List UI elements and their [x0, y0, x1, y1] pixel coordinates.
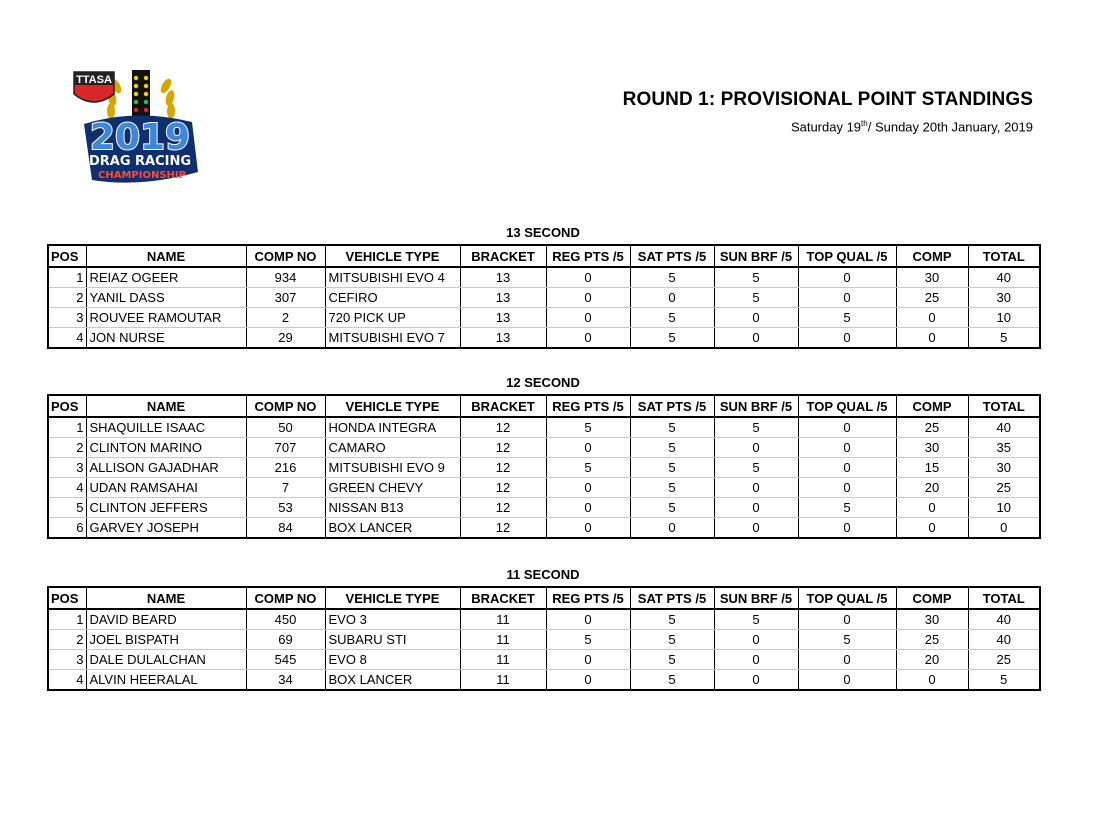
table-cell: 2 — [48, 288, 86, 308]
table-cell: 0 — [798, 518, 896, 539]
table-cell: 30 — [896, 438, 968, 458]
table-cell: 0 — [798, 438, 896, 458]
column-header: TOTAL — [968, 245, 1040, 267]
table-cell: 0 — [630, 518, 714, 539]
ttasa-badge — [74, 72, 114, 102]
standings-table — [47, 244, 1041, 349]
table-cell: 0 — [896, 308, 968, 328]
table-cell: 6 — [48, 518, 86, 539]
table-cell: 5 — [48, 498, 86, 518]
table-cell: 5 — [630, 308, 714, 328]
table-cell: 216 — [246, 458, 325, 478]
table-cell: 40 — [968, 609, 1040, 630]
table-cell: 15 — [896, 458, 968, 478]
table-cell: 7 — [246, 478, 325, 498]
column-header: COMP — [896, 245, 968, 267]
column-header: BRACKET — [460, 395, 546, 417]
table-cell: 30 — [896, 267, 968, 288]
column-header: POS — [48, 395, 86, 417]
table-cell: JOEL BISPATH — [86, 630, 246, 650]
table-cell: 0 — [714, 630, 798, 650]
table-cell: MITSUBISHI EVO 9 — [325, 458, 460, 478]
table-row — [48, 417, 1040, 438]
column-header: TOP QUAL /5 — [798, 245, 896, 267]
table-row — [48, 650, 1040, 670]
table-cell: 1 — [48, 267, 86, 288]
table-cell: 12 — [460, 518, 546, 539]
column-header: REG PTS /5 — [546, 587, 630, 609]
table-cell: 5 — [630, 498, 714, 518]
table-cell: 4 — [48, 670, 86, 691]
table-cell: 5 — [630, 328, 714, 349]
header-row — [48, 395, 1040, 417]
table-cell: CLINTON JEFFERS — [86, 498, 246, 518]
table-cell: 3 — [48, 308, 86, 328]
table-cell: MITSUBISHI EVO 7 — [325, 328, 460, 349]
table-cell: SHAQUILLE ISAAC — [86, 417, 246, 438]
table-cell: 934 — [246, 267, 325, 288]
table-cell: 720 PICK UP — [325, 308, 460, 328]
table-cell: MITSUBISHI EVO 4 — [325, 267, 460, 288]
table-cell: CEFIRO — [325, 288, 460, 308]
table-row — [48, 267, 1040, 288]
table-cell: CLINTON MARINO — [86, 438, 246, 458]
table-cell: DALE DULALCHAN — [86, 650, 246, 670]
standings-table — [47, 586, 1041, 691]
table-row — [48, 288, 1040, 308]
table-cell: UDAN RAMSAHAI — [86, 478, 246, 498]
column-header: POS — [48, 587, 86, 609]
table-cell: 2 — [48, 630, 86, 650]
table-cell: 0 — [798, 288, 896, 308]
column-header: REG PTS /5 — [546, 245, 630, 267]
table-cell: 30 — [968, 458, 1040, 478]
table-cell: 40 — [968, 267, 1040, 288]
column-header: VEHICLE TYPE — [325, 245, 460, 267]
table-cell: 5 — [630, 609, 714, 630]
table-cell: 5 — [546, 458, 630, 478]
table-cell: 4 — [48, 478, 86, 498]
table-cell: 0 — [714, 650, 798, 670]
table-cell: 35 — [968, 438, 1040, 458]
event-date — [791, 119, 1033, 134]
table-cell: 0 — [714, 498, 798, 518]
table-cell: 5 — [630, 417, 714, 438]
table-cell: 30 — [896, 609, 968, 630]
table-cell: JON NURSE — [86, 328, 246, 349]
table-cell: 5 — [798, 308, 896, 328]
table-cell: 0 — [896, 498, 968, 518]
table-cell: 3 — [48, 650, 86, 670]
table-cell: 30 — [968, 288, 1040, 308]
table-cell: 0 — [546, 267, 630, 288]
column-header: TOP QUAL /5 — [798, 587, 896, 609]
table-cell: 0 — [896, 518, 968, 539]
svg-text:DRAG RACING: DRAG RACING — [88, 154, 192, 169]
column-header: NAME — [86, 587, 246, 609]
table-cell: 10 — [968, 498, 1040, 518]
table-cell: 13 — [460, 267, 546, 288]
table-cell: 0 — [798, 478, 896, 498]
column-header: VEHICLE TYPE — [325, 395, 460, 417]
table-cell: 40 — [968, 630, 1040, 650]
column-header: COMP NO — [246, 245, 325, 267]
table-cell: 0 — [798, 328, 896, 349]
table-cell: 20 — [896, 650, 968, 670]
table-cell: GARVEY JOSEPH — [86, 518, 246, 539]
column-header: BRACKET — [460, 245, 546, 267]
table-cell: 0 — [714, 518, 798, 539]
table-cell: 84 — [246, 518, 325, 539]
table-cell: EVO 3 — [325, 609, 460, 630]
table-cell: 25 — [896, 288, 968, 308]
svg-text:2019: 2019 — [89, 117, 191, 158]
table-cell: 5 — [630, 438, 714, 458]
column-header: TOTAL — [968, 587, 1040, 609]
table-cell: 13 — [460, 288, 546, 308]
table-cell: 10 — [968, 308, 1040, 328]
column-header: SAT PTS /5 — [630, 587, 714, 609]
championship-logo — [70, 64, 202, 188]
table-cell: 5 — [714, 609, 798, 630]
table-cell: 0 — [546, 328, 630, 349]
table-cell: 13 — [460, 308, 546, 328]
table-cell: BOX LANCER — [325, 670, 460, 691]
table-cell: 0 — [798, 458, 896, 478]
table-cell: 25 — [896, 630, 968, 650]
table-cell: 5 — [630, 458, 714, 478]
column-header: TOP QUAL /5 — [798, 395, 896, 417]
table-cell: 5 — [630, 650, 714, 670]
table-row — [48, 518, 1040, 539]
column-header: COMP — [896, 395, 968, 417]
table-cell: 5 — [714, 267, 798, 288]
column-header: COMP NO — [246, 587, 325, 609]
table-cell: 25 — [968, 650, 1040, 670]
table-cell: 5 — [630, 267, 714, 288]
table-cell: 11 — [460, 650, 546, 670]
table-cell: 25 — [896, 417, 968, 438]
table-cell: 0 — [630, 288, 714, 308]
table-cell: 4 — [48, 328, 86, 349]
standings-table — [47, 394, 1041, 539]
table-cell: EVO 8 — [325, 650, 460, 670]
table-cell: REIAZ OGEER — [86, 267, 246, 288]
table-cell: 0 — [714, 478, 798, 498]
column-header: SUN BRF /5 — [714, 587, 798, 609]
table-cell: 0 — [968, 518, 1040, 539]
table-cell: 0 — [546, 288, 630, 308]
column-header: COMP — [896, 587, 968, 609]
table-cell: 11 — [460, 609, 546, 630]
column-header: REG PTS /5 — [546, 395, 630, 417]
table-cell: DAVID BEARD — [86, 609, 246, 630]
header-row — [48, 587, 1040, 609]
table-cell: 53 — [246, 498, 325, 518]
table-row — [48, 308, 1040, 328]
column-header: SUN BRF /5 — [714, 395, 798, 417]
table-cell: 0 — [714, 438, 798, 458]
table-cell: 0 — [546, 308, 630, 328]
column-header: TOTAL — [968, 395, 1040, 417]
table-cell: 0 — [896, 670, 968, 691]
table-cell: 307 — [246, 288, 325, 308]
table-cell: 1 — [48, 609, 86, 630]
table-cell: 5 — [714, 417, 798, 438]
table-cell: 12 — [460, 438, 546, 458]
table-cell: 20 — [896, 478, 968, 498]
section-title: 13 SECOND — [506, 225, 580, 240]
table-cell: 5 — [968, 670, 1040, 691]
table-cell: 0 — [798, 650, 896, 670]
table-cell: 0 — [798, 609, 896, 630]
table-cell: BOX LANCER — [325, 518, 460, 539]
table-cell: 12 — [460, 498, 546, 518]
table-cell: 0 — [714, 308, 798, 328]
table-cell: 0 — [798, 417, 896, 438]
table-cell: 5 — [630, 478, 714, 498]
table-cell: 0 — [546, 438, 630, 458]
table-row — [48, 478, 1040, 498]
table-row — [48, 609, 1040, 630]
column-header: BRACKET — [460, 587, 546, 609]
date-part-2: / Sunday 20th January, 2019 — [867, 119, 1033, 135]
table-cell: 0 — [546, 478, 630, 498]
column-header: VEHICLE TYPE — [325, 587, 460, 609]
table-cell: 0 — [714, 328, 798, 349]
table-cell: 5 — [630, 670, 714, 691]
date-part-1: Saturday 19 — [790, 119, 862, 135]
table-cell: NISSAN B13 — [325, 498, 460, 518]
column-header: SAT PTS /5 — [630, 245, 714, 267]
table-cell: 40 — [968, 417, 1040, 438]
table-cell: 5 — [798, 630, 896, 650]
table-cell: 69 — [246, 630, 325, 650]
table-cell: 0 — [546, 498, 630, 518]
table-cell: 12 — [460, 458, 546, 478]
section-title: 11 SECOND — [506, 567, 580, 582]
table-row — [48, 458, 1040, 478]
table-cell: 0 — [546, 518, 630, 539]
table-cell: 1 — [48, 417, 86, 438]
column-header: COMP NO — [246, 395, 325, 417]
table-cell: 3 — [48, 458, 86, 478]
table-cell: 11 — [460, 630, 546, 650]
table-cell: 0 — [798, 670, 896, 691]
table-cell: 5 — [630, 630, 714, 650]
table-row — [48, 328, 1040, 349]
svg-text:CHAMPIONSHIP: CHAMPIONSHIP — [98, 170, 186, 181]
table-cell: 0 — [714, 670, 798, 691]
table-cell: 12 — [460, 478, 546, 498]
svg-text:TTASA: TTASA — [76, 74, 112, 86]
table-cell: 34 — [246, 670, 325, 691]
column-header: NAME — [86, 395, 246, 417]
table-cell: 2 — [246, 308, 325, 328]
table-cell: CAMARO — [325, 438, 460, 458]
table-cell: SUBARU STI — [325, 630, 460, 650]
column-header: NAME — [86, 245, 246, 267]
table-row — [48, 670, 1040, 691]
page-title: ROUND 1: PROVISIONAL POINT STANDINGS — [622, 89, 1033, 110]
column-header: SAT PTS /5 — [630, 395, 714, 417]
table-cell: 0 — [546, 609, 630, 630]
table-cell: 5 — [546, 417, 630, 438]
table-row — [48, 438, 1040, 458]
date-suffix: th — [861, 119, 868, 128]
table-cell: ALLISON GAJADHAR — [86, 458, 246, 478]
table-cell: 5 — [714, 458, 798, 478]
table-cell: 707 — [246, 438, 325, 458]
table-cell: 25 — [968, 478, 1040, 498]
column-header: POS — [48, 245, 86, 267]
table-cell: YANIL DASS — [86, 288, 246, 308]
table-cell: 13 — [460, 328, 546, 349]
table-cell: 2 — [48, 438, 86, 458]
table-cell: ALVIN HEERALAL — [86, 670, 246, 691]
table-cell: 0 — [896, 328, 968, 349]
table-row — [48, 498, 1040, 518]
table-cell: 0 — [546, 670, 630, 691]
header-row — [48, 245, 1040, 267]
table-cell: 0 — [798, 267, 896, 288]
table-cell: 50 — [246, 417, 325, 438]
table-row — [48, 630, 1040, 650]
table-cell: 5 — [714, 288, 798, 308]
table-cell: 545 — [246, 650, 325, 670]
section-title: 12 SECOND — [506, 375, 580, 390]
table-cell: 29 — [246, 328, 325, 349]
table-cell: 5 — [798, 498, 896, 518]
column-header: SUN BRF /5 — [714, 245, 798, 267]
table-cell: ROUVEE RAMOUTAR — [86, 308, 246, 328]
table-cell: 12 — [460, 417, 546, 438]
table-cell: 450 — [246, 609, 325, 630]
table-cell: GREEN CHEVY — [325, 478, 460, 498]
table-cell: 0 — [546, 650, 630, 670]
table-cell: HONDA INTEGRA — [325, 417, 460, 438]
table-cell: 5 — [968, 328, 1040, 349]
table-cell: 5 — [546, 630, 630, 650]
table-cell: 11 — [460, 670, 546, 691]
